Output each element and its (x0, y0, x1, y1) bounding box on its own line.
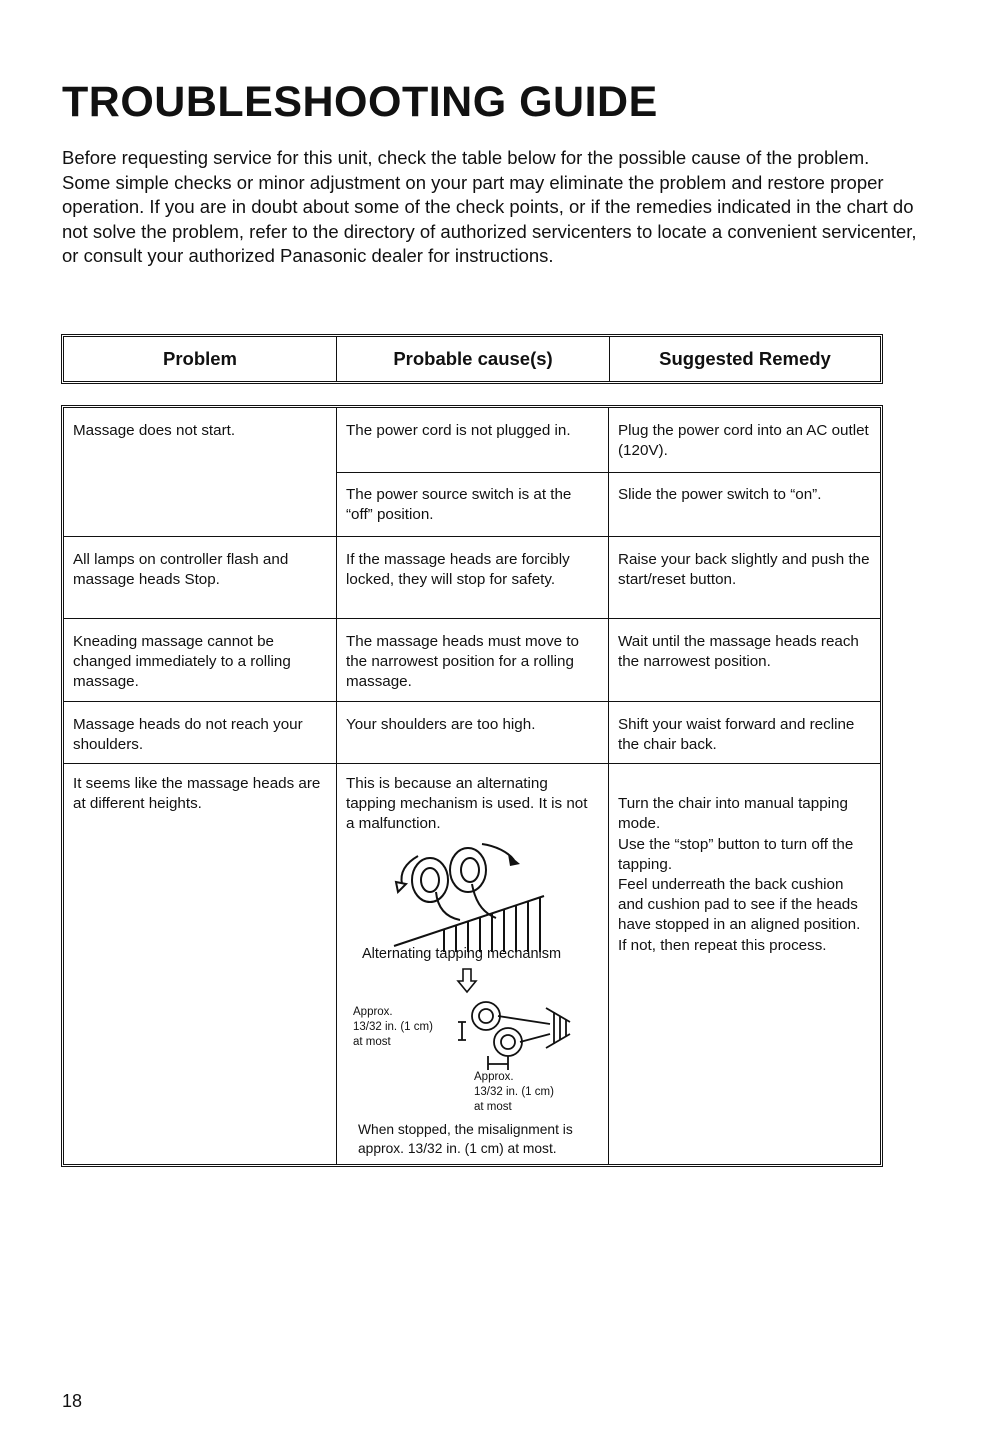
page-number: 18 (62, 1391, 83, 1411)
remedy-cell: Shift your waist forward and recline the chair back. (608, 702, 880, 764)
problem-cell: All lamps on controller flash and massage heads Stop. (73, 551, 289, 589)
cause-text: This is because an alternating tapping mechanism is used. It is not a malfunction. (346, 775, 588, 833)
page-title: TROUBLESHOOTING GUIDE (62, 78, 658, 126)
header-remedy: Suggested Remedy (609, 337, 880, 381)
problem-cell: It seems like the massage heads are at different heights. (73, 775, 321, 813)
misalignment-label-left: Approx. 13/32 in. (1 cm) at most (353, 1006, 433, 1048)
table-row (64, 408, 880, 536)
header-cause: Probable cause(s) (336, 337, 609, 381)
figure-caption: Alternating tapping mechanism (362, 946, 562, 962)
tapping-mechanism-illustration (364, 834, 564, 954)
remedy-cell (608, 472, 880, 536)
table-row (64, 536, 880, 619)
cause-cell: If the massage heads are forcibly locked, they will stop for safety. (336, 537, 608, 619)
cause-cell: Your shoulders are too high. (336, 702, 608, 764)
header-problem: Problem (162, 348, 238, 369)
table-row (64, 618, 880, 702)
figure-caption-stopped: When stopped, the misalignment is approx. 13/32 in. (1 cm) at most. (358, 1122, 573, 1156)
problem-cell: Kneading massage cannot be changed immediately to a rolling massage. (73, 633, 291, 691)
misalignment-label-bottom: Approx. 13/32 in. (1 cm) at most (474, 1071, 554, 1113)
cause-cell (336, 764, 608, 1164)
problem-cell: Massage does not start. (73, 422, 236, 439)
remedy-cell: Wait until the massage heads reach the narrowest position. (608, 619, 880, 702)
cause-text: The power cord is not plugged in. (346, 422, 571, 439)
table-header (61, 334, 883, 384)
remedy-cell (608, 764, 880, 1164)
remedy-text: Slide the power switch to “on”. (618, 486, 822, 503)
remedy-text: Plug the power cord into an AC outlet (120V). (618, 422, 869, 460)
down-arrow-icon (456, 968, 478, 994)
table-row (64, 763, 880, 1164)
stopped-heads-illustration (450, 994, 580, 1074)
remedy-cell: Raise your back slightly and push the start/reset button. (608, 537, 880, 619)
remedy-text: Turn the chair into manual tapping mode. Use the “stop” button to turn off the tapping. Feel underreath the back cushion and cushion pad to see if the heads have stopped in an aligned position. If not, then repeat this process. (618, 795, 861, 954)
cause-cell (336, 472, 608, 536)
table-row (64, 701, 880, 764)
intro-paragraph: Before requesting service for this unit, check the table below for the possible cause of the problem. Some simple checks or minor adjustment on your part may eliminate the problem and restore proper operation. If you are in doubt about some of the check points, or if the remedies indicated in the chart do not solve the problem, refer to the directory of authorized servicenters to locate a convenient servicenter, or consult your authorized Panasonic dealer for instructions. (62, 147, 917, 267)
cause-cell: The massage heads must move to the narrowest position for a rolling massage. (336, 619, 608, 702)
problem-cell: Massage heads do not reach your shoulders. (73, 716, 303, 754)
troubleshooting-table (61, 405, 883, 1167)
cause-text: The power source switch is at the “off” position. (346, 486, 572, 524)
